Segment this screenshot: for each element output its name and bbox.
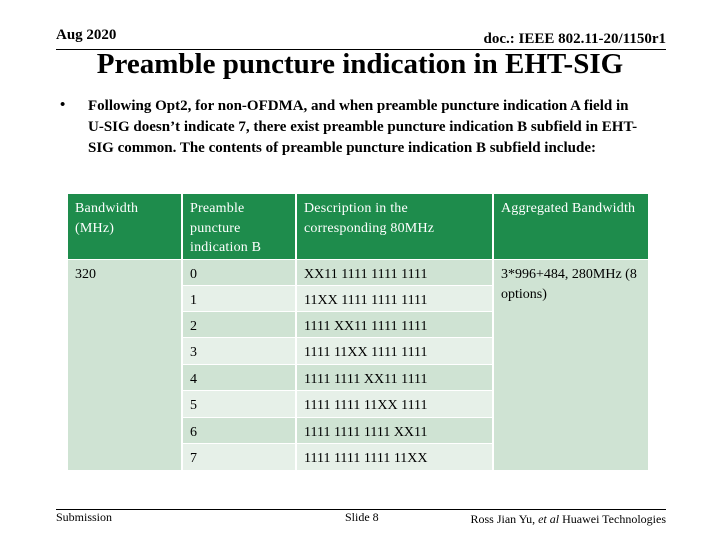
author-etal: et al bbox=[538, 512, 560, 526]
table-row-b: 7 bbox=[183, 444, 295, 470]
table-row-desc: 1111 1111 1111 11XX bbox=[297, 444, 492, 470]
slide-number: Slide 8 bbox=[345, 510, 379, 524]
table-header-description: Description in the corresponding 80MHz bbox=[297, 194, 492, 259]
bandwidth-cell: 320 bbox=[68, 260, 181, 470]
table-row-desc: 1111 1111 11XX 1111 bbox=[297, 391, 492, 417]
table-row-b: 1 bbox=[183, 286, 295, 311]
author-name: Ross Jian Yu, bbox=[470, 512, 539, 526]
table-header-bandwidth: Bandwidth (MHz) bbox=[68, 194, 181, 259]
table-row-b: 6 bbox=[183, 418, 295, 443]
table-row-b: 2 bbox=[183, 312, 295, 337]
slide-title: Preamble puncture indication in EHT-SIG bbox=[96, 48, 624, 80]
aggregated-cell: 3*996+484, 280MHz (8 options) bbox=[494, 260, 648, 470]
table-row-desc: 1111 1111 1111 XX11 bbox=[297, 418, 492, 443]
author-org: Huawei Technologies bbox=[559, 512, 666, 526]
table-row-desc: 1111 XX11 1111 1111 bbox=[297, 312, 492, 337]
header-doc-id: doc.: IEEE 802.11-20/1150r1 bbox=[483, 31, 666, 47]
table-row-desc: 1111 11XX 1111 1111 bbox=[297, 338, 492, 364]
table-row-desc: 1111 1111 XX11 1111 bbox=[297, 365, 492, 390]
header-date: Aug 2020 bbox=[56, 27, 117, 43]
table-row-b: 0 bbox=[183, 260, 295, 285]
table-header-puncture-b: Preamble puncture indication B bbox=[183, 194, 295, 259]
puncture-table bbox=[68, 194, 648, 470]
footer-author bbox=[471, 512, 667, 527]
table-row-b: 4 bbox=[183, 365, 295, 390]
bullet-text: Following Opt2, for non-OFDMA, and when preamble puncture indication A field in U-SIG doesn’t indicate 7, there exist preamble puncture indication B subfield in EHT-SIG common. The contents of preamble puncture indication B subfield include: bbox=[88, 98, 638, 156]
table-row-b: 5 bbox=[183, 391, 295, 417]
footer-submission: Submission bbox=[56, 510, 113, 524]
bullet-marker: • bbox=[60, 97, 66, 113]
table-row-desc: XX11 1111 1111 1111 bbox=[297, 260, 492, 285]
table-header-aggregated: Aggregated Bandwidth bbox=[494, 194, 648, 259]
table-row-desc: 11XX 1111 1111 1111 bbox=[297, 286, 492, 311]
table-row-b: 3 bbox=[183, 338, 295, 364]
